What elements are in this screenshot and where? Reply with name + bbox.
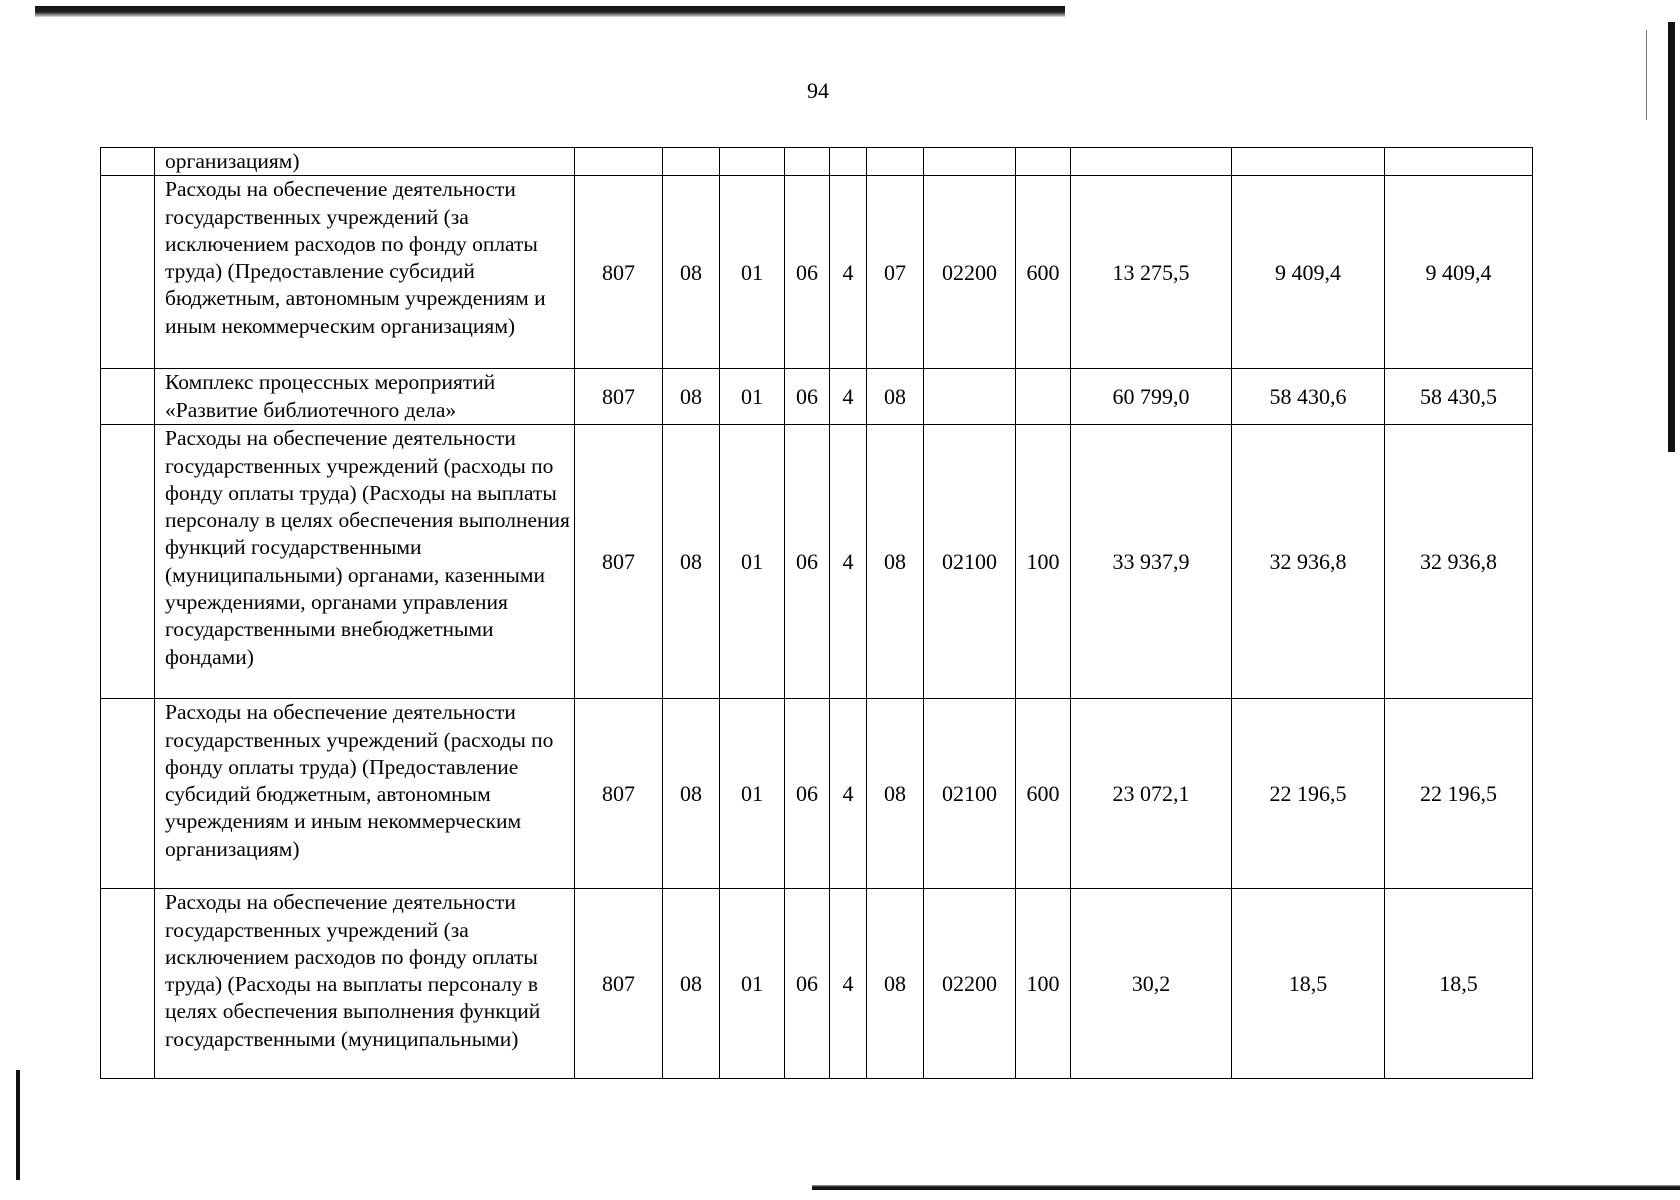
type-cell: 4 — [830, 176, 867, 369]
table-row — [101, 176, 1533, 369]
subsection-cell: 01 — [720, 425, 785, 699]
expense-name-cell: Расходы на обеспечение деятельности государственных учреждений (за исключением расходов по фонду оплаты труда) (Предоставление субсидий бюджетным, автономным учреждениям и иным некоммерческим организациям) — [155, 176, 575, 369]
amount-1-cell: 13 275,5 — [1071, 176, 1232, 369]
program-cell: 06 — [785, 699, 830, 889]
expense-type-cell — [1016, 369, 1071, 425]
subsection-cell — [720, 148, 785, 176]
amount-1-cell — [1071, 148, 1232, 176]
complex-cell: 08 — [867, 369, 924, 425]
row-number-cell — [101, 369, 155, 425]
subsection-cell: 01 — [720, 889, 785, 1079]
expense-name-cell: Комплекс процессных мероприятий «Развитие библиотечного дела» — [155, 369, 575, 425]
amount-2-cell: 22 196,5 — [1232, 699, 1385, 889]
table-row — [101, 425, 1533, 699]
direction-cell: 02200 — [924, 889, 1016, 1079]
admin-code-cell: 807 — [575, 369, 663, 425]
complex-cell: 07 — [867, 176, 924, 369]
direction-cell — [924, 369, 1016, 425]
complex-cell: 08 — [867, 699, 924, 889]
row-number-cell — [101, 176, 155, 369]
amount-2-cell: 32 936,8 — [1232, 425, 1385, 699]
type-cell: 4 — [830, 699, 867, 889]
complex-cell: 08 — [867, 425, 924, 699]
section-cell: 08 — [663, 425, 720, 699]
expense-type-cell: 100 — [1016, 425, 1071, 699]
amount-1-cell: 30,2 — [1071, 889, 1232, 1079]
admin-code-cell — [575, 148, 663, 176]
program-cell: 06 — [785, 176, 830, 369]
amount-2-cell: 9 409,4 — [1232, 176, 1385, 369]
section-cell: 08 — [663, 889, 720, 1079]
amount-3-cell: 58 430,5 — [1385, 369, 1533, 425]
type-cell: 4 — [830, 889, 867, 1079]
program-cell — [785, 148, 830, 176]
type-cell: 4 — [830, 425, 867, 699]
expense-name-cell: организациям) — [155, 148, 575, 176]
expense-type-cell: 600 — [1016, 699, 1071, 889]
section-cell — [663, 148, 720, 176]
expense-type-cell: 600 — [1016, 176, 1071, 369]
program-cell: 06 — [785, 369, 830, 425]
type-cell — [830, 148, 867, 176]
section-cell: 08 — [663, 699, 720, 889]
amount-2-cell — [1232, 148, 1385, 176]
type-cell: 4 — [830, 369, 867, 425]
admin-code-cell: 807 — [575, 889, 663, 1079]
direction-cell: 02200 — [924, 176, 1016, 369]
section-cell: 08 — [663, 369, 720, 425]
amount-2-cell: 18,5 — [1232, 889, 1385, 1079]
table-row — [101, 889, 1533, 1079]
complex-cell — [867, 148, 924, 176]
amount-3-cell — [1385, 148, 1533, 176]
row-number-cell — [101, 889, 155, 1079]
scan-border-left — [16, 1070, 20, 1180]
admin-code-cell: 807 — [575, 176, 663, 369]
subsection-cell: 01 — [720, 369, 785, 425]
table-row — [101, 369, 1533, 425]
direction-cell: 02100 — [924, 425, 1016, 699]
direction-cell: 02100 — [924, 699, 1016, 889]
complex-cell: 08 — [867, 889, 924, 1079]
scan-artifact-line — [1646, 30, 1647, 120]
subsection-cell: 01 — [720, 699, 785, 889]
amount-1-cell: 33 937,9 — [1071, 425, 1232, 699]
expense-type-cell: 100 — [1016, 889, 1071, 1079]
page-number: 94 — [807, 78, 829, 103]
row-number-cell — [101, 425, 155, 699]
amount-3-cell: 22 196,5 — [1385, 699, 1533, 889]
expense-name-cell: Расходы на обеспечение деятельности государственных учреждений (расходы по фонду оплаты труда) (Расходы на выплаты персоналу в целях обеспечения выполнения функций государственными (муниципальными) органами, казенными учреждениями, органами управления государственными внебюджетными фондами) — [155, 425, 575, 699]
budget-table — [100, 147, 1533, 1079]
row-number-cell — [101, 699, 155, 889]
table-row — [101, 699, 1533, 889]
admin-code-cell: 807 — [575, 425, 663, 699]
expense-type-cell — [1016, 148, 1071, 176]
scan-border-top — [35, 6, 1065, 17]
expense-name-cell: Расходы на обеспечение деятельности государственных учреждений (расходы по фонду оплаты труда) (Предоставление субсидий бюджетным, автономным учреждениям и иным некоммерческим организациям) — [155, 699, 575, 889]
program-cell: 06 — [785, 889, 830, 1079]
amount-3-cell: 32 936,8 — [1385, 425, 1533, 699]
program-cell: 06 — [785, 425, 830, 699]
direction-cell — [924, 148, 1016, 176]
amount-1-cell: 23 072,1 — [1071, 699, 1232, 889]
table-row — [101, 148, 1533, 176]
row-number-cell — [101, 148, 155, 176]
admin-code-cell: 807 — [575, 699, 663, 889]
amount-1-cell: 60 799,0 — [1071, 369, 1232, 425]
section-cell: 08 — [663, 176, 720, 369]
scan-border-bottom — [812, 1185, 1680, 1190]
scan-border-right — [1668, 22, 1675, 452]
amount-3-cell: 9 409,4 — [1385, 176, 1533, 369]
amount-3-cell: 18,5 — [1385, 889, 1533, 1079]
subsection-cell: 01 — [720, 176, 785, 369]
expense-name-cell: Расходы на обеспечение деятельности государственных учреждений (за исключением расходов по фонду оплаты труда) (Расходы на выплаты персоналу в целях обеспечения выполнения функций государственными (муниципальными) — [155, 889, 575, 1079]
amount-2-cell: 58 430,6 — [1232, 369, 1385, 425]
